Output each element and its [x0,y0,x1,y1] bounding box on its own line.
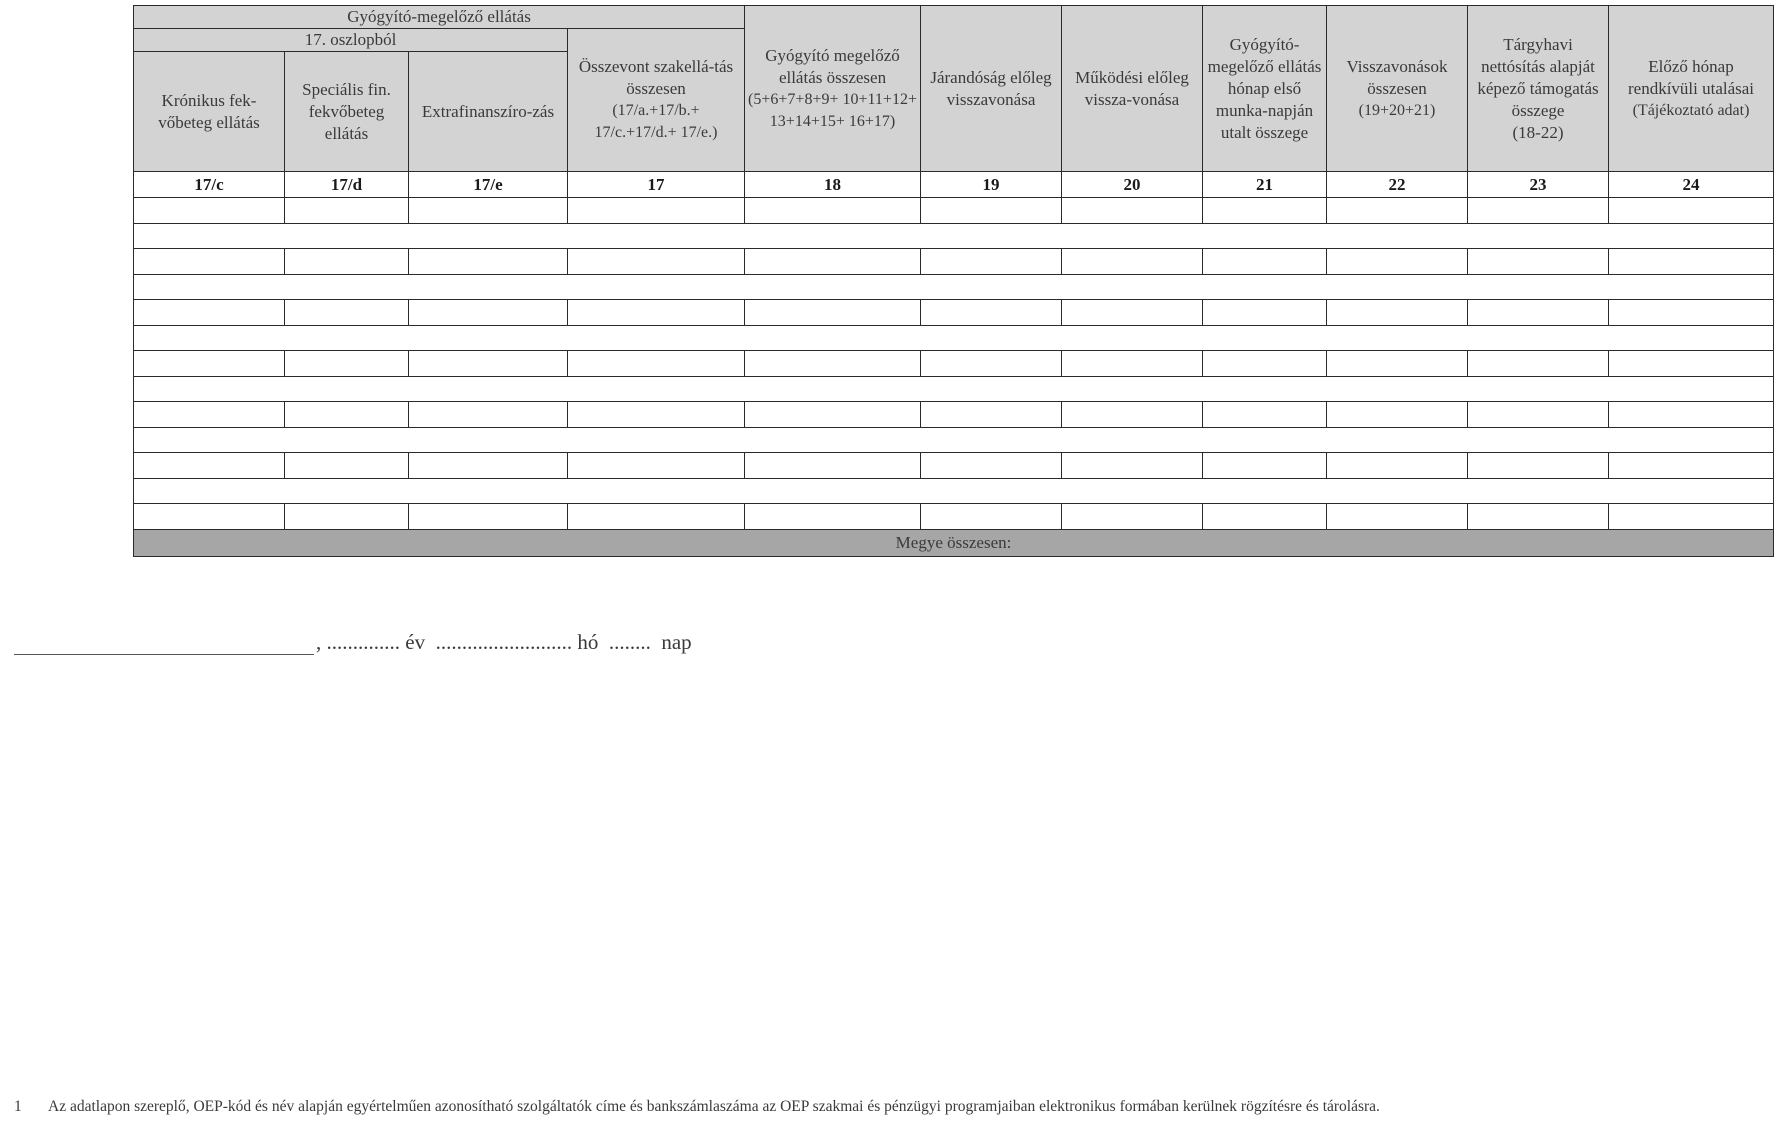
col-formula-22: (19+20+21) [1358,101,1436,119]
table-cell[interactable] [1609,300,1774,326]
table-cell[interactable] [921,351,1062,377]
table-cell[interactable] [409,402,568,428]
table-cell[interactable] [1203,504,1327,530]
table-cell[interactable] [1468,300,1609,326]
table-cell[interactable] [921,504,1062,530]
col-code-18: 18 [745,172,921,198]
table-row [134,351,1774,377]
table-row [134,198,1774,224]
col-label-18: Gyógyító megelőző ellátás összesen [765,45,900,87]
col-code-22: 22 [1327,172,1468,198]
col-label-22: Visszavonások összesen [1346,56,1448,98]
col-header-18 [745,6,921,172]
spacer-row [134,479,1774,504]
month-label: hó [577,630,599,654]
table-cell[interactable] [285,453,409,479]
table-cell[interactable] [1468,198,1609,224]
col-formula-23: (18-22) [1512,122,1564,142]
table-cell[interactable] [1203,198,1327,224]
table-cell[interactable] [1609,198,1774,224]
spacer-row [134,428,1774,453]
table-cell[interactable] [1468,249,1609,275]
table-cell[interactable] [285,351,409,377]
table-cell[interactable] [285,249,409,275]
table-row [134,453,1774,479]
spacer-cell [134,224,1774,249]
table-cell[interactable] [409,249,568,275]
table-cell[interactable] [1327,300,1468,326]
table-cell[interactable] [921,402,1062,428]
table-cell[interactable] [921,198,1062,224]
table-cell[interactable] [1062,351,1203,377]
table-cell[interactable] [1203,249,1327,275]
table-cell[interactable] [568,198,745,224]
table-cell[interactable] [409,198,568,224]
table-cell[interactable] [745,402,921,428]
table-cell[interactable] [285,402,409,428]
spacer-row [134,377,1774,402]
col-code-24: 24 [1609,172,1774,198]
footnote-number: 1 [14,1098,22,1115]
table-cell[interactable] [1327,198,1468,224]
col-header-24 [1609,6,1774,172]
table-cell[interactable] [1062,402,1203,428]
table-cell[interactable] [745,504,921,530]
col-label-17: Összevont szakellá-tás összesen [578,57,734,98]
spacer-cell [134,428,1774,453]
table-cell[interactable] [1327,249,1468,275]
table-cell[interactable] [745,300,921,326]
place-blank[interactable] [14,634,314,655]
col-formula-18: (5+6+7+8+9+ 10+11+12+ 13+14+15+ 16+17) [748,90,917,130]
table-cell[interactable] [1203,351,1327,377]
table-cell[interactable] [568,351,745,377]
table-cell[interactable] [1062,504,1203,530]
table-cell[interactable] [1609,504,1774,530]
table-cell[interactable] [745,249,921,275]
table-row [134,504,1774,530]
spacer-cell [134,275,1774,300]
table-cell[interactable] [134,249,285,275]
spacer-row [134,326,1774,351]
col-header-23 [1468,6,1609,172]
table-cell[interactable] [134,300,285,326]
col-code-19: 19 [921,172,1062,198]
col-code-17: 17 [568,172,745,198]
table-cell[interactable] [285,198,409,224]
col-code-17e: 17/e [409,172,568,198]
table-cell[interactable] [921,300,1062,326]
table-row [134,300,1774,326]
col-label-24: Előző hónap rendkívüli utalásai [1627,56,1755,98]
year-blank[interactable]: .............. [326,630,400,654]
table-cell[interactable] [1468,453,1609,479]
col-code-17c: 17/c [134,172,285,198]
col-header-17e: Extrafinanszíro-zás [409,52,568,172]
table-cell[interactable] [409,300,568,326]
spacer-cell [134,479,1774,504]
year-label: év [405,630,426,654]
table-cell[interactable] [1609,351,1774,377]
date-line: , .............. év .......................... hó ........ nap [14,630,692,655]
table-cell[interactable] [134,402,285,428]
spacer-row [134,224,1774,249]
table-cell[interactable] [1062,453,1203,479]
table-cell[interactable] [409,504,568,530]
table-cell[interactable] [134,351,285,377]
table-cell[interactable] [568,504,745,530]
col-formula-24: (Tájékoztató adat) [1632,101,1750,119]
col-header-22 [1327,6,1468,172]
table-row [134,249,1774,275]
table-cell[interactable] [409,351,568,377]
col-header-17 [568,29,745,172]
table-cell[interactable] [745,453,921,479]
table-cell[interactable] [568,249,745,275]
col-code-20: 20 [1062,172,1203,198]
col-formula-17: (17/a.+17/b.+ 17/c.+17/d.+ 17/e.) [594,102,718,141]
summary-row [134,530,1774,557]
group-header: Gyógyító-megelőző ellátás [134,6,745,29]
table-cell[interactable] [134,453,285,479]
col-code-23: 23 [1468,172,1609,198]
table-cell[interactable] [134,504,285,530]
table-cell[interactable] [1327,453,1468,479]
table-cell[interactable] [1609,249,1774,275]
month-blank[interactable]: .......................... [435,630,573,654]
spacer-row [134,275,1774,300]
table-cell[interactable] [921,453,1062,479]
col-header-20: Működési előleg vissza-vonása [1062,6,1203,172]
table-cell[interactable] [1468,402,1609,428]
table-cell[interactable] [568,453,745,479]
table-cell[interactable] [1468,504,1609,530]
col-header-19: Járandóság előleg visszavonása [921,6,1062,172]
table-cell[interactable] [134,198,285,224]
table-cell[interactable] [1468,351,1609,377]
table-row [134,402,1774,428]
day-label: nap [661,630,692,654]
col-header-17c: Krónikus fek-vőbeteg ellátás [134,52,285,172]
spacer-cell [134,326,1774,351]
table-cell[interactable] [745,198,921,224]
table-cell[interactable] [1203,300,1327,326]
footnote [14,1098,1380,1116]
col-header-21: Gyógyító-megelőző ellátás hónap első munka-napján utalt összege [1203,6,1327,172]
table-cell[interactable] [285,300,409,326]
col-code-21: 21 [1203,172,1327,198]
table-cell[interactable] [1609,402,1774,428]
col-label-23: Tárgyhavi nettósítás alapját képező támogatás összege [1477,34,1599,120]
table-cell[interactable] [921,249,1062,275]
table-cell[interactable] [1327,351,1468,377]
table-cell[interactable] [1062,249,1203,275]
table-cell[interactable] [285,504,409,530]
table-cell[interactable] [1203,402,1327,428]
table-cell[interactable] [1062,198,1203,224]
subgroup-header: 17. oszlopból [134,29,568,52]
summary-label: Megye összesen: [134,530,1774,557]
footnote-text: Az adatlapon szereplő, OEP-kód és név alapján egyértelműen azonosítható szolgáltatók címe és bankszámlaszáma az OEP szakmai és pénzügyi programjaiban elektronikus formában kerülnek rögzítésre és tárolásra. [48,1098,1380,1115]
table-cell[interactable] [1609,453,1774,479]
table-cell[interactable] [1062,300,1203,326]
table-cell[interactable] [409,453,568,479]
table-cell[interactable] [1327,402,1468,428]
col-code-17d: 17/d [285,172,409,198]
table-cell[interactable] [568,300,745,326]
day-blank[interactable]: ........ [608,630,651,654]
col-header-17d: Speciális fin. fekvőbeteg ellátás [285,52,409,172]
table-cell[interactable] [568,402,745,428]
table-cell[interactable] [1327,504,1468,530]
report-table [133,5,1774,557]
table-cell[interactable] [1203,453,1327,479]
table-cell[interactable] [745,351,921,377]
spacer-cell [134,377,1774,402]
